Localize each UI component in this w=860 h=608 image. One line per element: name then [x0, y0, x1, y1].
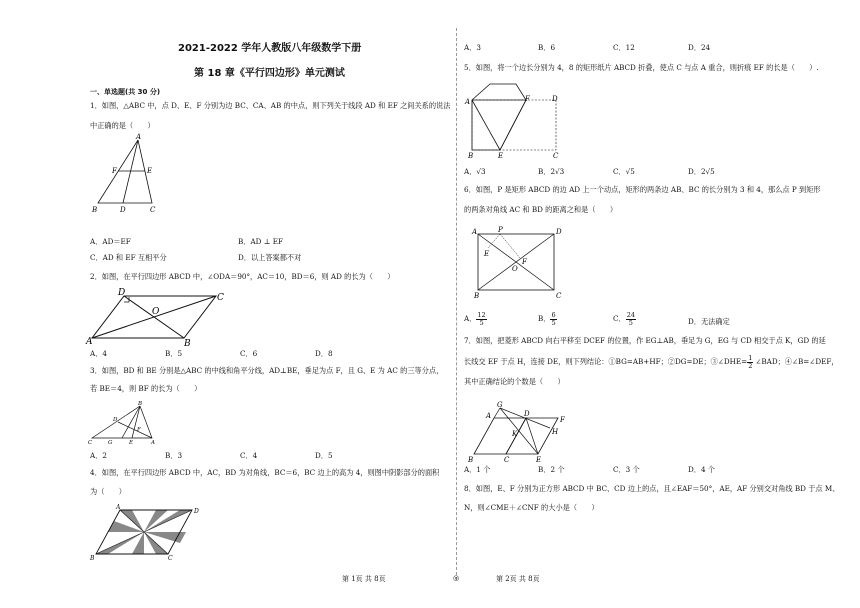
q3-label-e: E: [129, 440, 134, 446]
q7-option-c: C．3 个: [613, 465, 640, 474]
q2-line1: 2．如图，在平行四边形 ABCD 中，∠ODA＝90°，AC＝10，BD＝6，则 AD 的长为（ ）: [90, 272, 395, 281]
q1-option-d: D．以上答案都不对: [238, 253, 302, 262]
q7-option-a: A．1 个: [464, 465, 491, 474]
q7-line1: 7．如图，把菱形 ABCD 向右平移至 DCEF 的位置，作 EG⊥AB，垂足为 G，EG 与 CD 相交于点 K，GD 的延: [464, 336, 826, 345]
q5-label-a: A: [465, 98, 471, 106]
q1-label-e: E: [147, 167, 153, 175]
q5-option-d: D．2√5: [688, 167, 715, 176]
q4-label-a: A: [116, 504, 121, 511]
q3-option-c: C．4: [240, 451, 258, 460]
q6-line2: 的两条对角线 AC 和 BD 的距离之和是（ ）: [464, 205, 618, 214]
q6-option-d: D．无法确定: [688, 317, 730, 326]
q4-option-a: A．3: [464, 43, 481, 52]
q3-label-g: G: [108, 440, 113, 446]
q1-triangle-figure: [90, 135, 170, 215]
q1-label-d: D: [120, 206, 126, 214]
q3-triangle-figure: [88, 400, 158, 445]
q1-option-b: B．AD ⊥ EF: [238, 237, 283, 246]
q5-label-f: F: [525, 95, 530, 103]
q3-label-f: F: [137, 427, 141, 433]
q2-label-d: D: [118, 288, 126, 298]
q6-rectangle-figure: [470, 226, 560, 298]
q8-line2: N，则∠CME＋∠CNF 的大小是（ ）: [464, 503, 599, 512]
q5-option-c: C．√5: [613, 167, 635, 176]
q5-option-a: A．√3: [464, 167, 486, 176]
q3-label-c: C: [88, 440, 93, 446]
footer-page-right: 第 2页 共 8页: [496, 575, 540, 583]
q2-label-b: B: [184, 339, 191, 349]
q1-line2: 中正确的是（ ）: [90, 121, 155, 130]
q7-line3: 其中正确结论的个数是（ ）: [464, 377, 565, 386]
q7-line2: 长线交 EF 于点 H，连接 DE，则下列结论：①BG=AB+HF；②DG=DE；③∠DHE= $\frac{1}{2}$ ∠BAD；④∠B=∠DEF，: [464, 354, 839, 370]
q6-option-c: C． $\frac{24}{5}$: [613, 311, 635, 327]
q7-label-g: G: [497, 401, 503, 409]
q4-label-b: B: [90, 555, 95, 562]
q6-label-p: P: [498, 226, 503, 234]
q4-option-c: C．12: [613, 43, 635, 52]
q1-option-c: C．AD 和 EF 互相平分: [90, 253, 167, 262]
right-page: [458, 0, 860, 608]
q7-option-b: B．2 个: [538, 465, 565, 474]
q6-label-b: B: [474, 292, 480, 300]
q2-option-b: B．5: [165, 349, 183, 358]
q6-label-d: D: [556, 228, 562, 236]
q1-line1: 1．如图，△ABC 中，点 D、E、F 分别为边 BC、CA、AB 的中点，则下列关于线段 AD 和 EF 之间关系的说法: [90, 101, 451, 110]
q2-label-a: A: [86, 337, 93, 347]
q1-label-c: C: [150, 206, 156, 214]
q5-label-c: C: [553, 152, 559, 160]
q3-label-b: B: [138, 401, 143, 407]
q1-label-b: B: [92, 206, 98, 214]
q7-label-h: H: [552, 428, 559, 436]
q6-option-b: B． $\frac{6}{5}$: [538, 311, 556, 327]
column-divider: [456, 28, 457, 580]
q5-line1: 5．如图，将一个边长分别为 4，8 的矩形纸片 ABCD 折叠，使点 C 与点 A 重合，则折痕 EF 的长是（ ）.: [464, 63, 819, 72]
q4-label-c: C: [168, 555, 173, 562]
q7-label-d: D: [524, 410, 530, 418]
section-heading: 一、单选题(共 30 分): [90, 88, 161, 96]
q3-line2: 若 BE＝4，则 BF 的长为（ ）: [90, 384, 202, 393]
q3-option-d: D．5: [315, 451, 333, 460]
q5-label-b: B: [468, 152, 474, 160]
title-line2: 第 18 章《平行四边形》单元测试: [194, 68, 345, 79]
q2-option-d: D．8: [315, 349, 333, 358]
q6-label-c: C: [556, 292, 562, 300]
q8-line1: 8．如图，E、F 分别为正方形 ABCD 中 BC、CD 边上的点，且∠EAF＝50°，AE，AF 分别交对角线 BD 于点 M、: [464, 484, 840, 493]
q7-label-b: B: [468, 456, 474, 464]
q2-option-a: A．4: [90, 349, 107, 358]
q5-option-b: B．2√3: [538, 167, 565, 176]
q7-label-f: F: [560, 416, 565, 424]
q5-label-d: D: [552, 95, 558, 103]
q7-rhombus-figure: [464, 396, 584, 466]
q4-option-b: B．6: [538, 43, 556, 52]
q7-label-a: A: [486, 412, 492, 420]
q4-shaded-parallelogram-figure: [88, 502, 208, 562]
q6-option-a: A． $\frac{12}{5}$: [464, 311, 486, 327]
q1-label-a: A: [136, 133, 142, 141]
footer-page-left: 第 1页 共 8页: [342, 575, 386, 583]
q2-label-o: O: [152, 307, 160, 317]
q3-option-a: A．2: [90, 451, 107, 460]
q4-line2: 为（ ）: [90, 487, 126, 496]
q5-label-e: E: [498, 152, 504, 160]
q7-label-c: C: [504, 456, 510, 464]
q7-label-e: E: [536, 456, 542, 464]
q6-label-a: A: [472, 228, 478, 236]
q1-option-a: A．AD＝EF: [90, 237, 131, 246]
q2-parallelogram-figure: [86, 288, 228, 349]
q1-label-f: F: [112, 167, 117, 175]
q6-label-f: F: [522, 258, 527, 266]
q3-label-a: A: [151, 440, 155, 446]
footer-center-mark: ◎: [453, 574, 460, 582]
q3-option-b: B．3: [165, 451, 183, 460]
q3-line1: 3．如图，BD 和 BE 分别是△ABC 的中线和角平分线，AD⊥BE，垂足为点 F，且 G、E 为 AC 的三等分点，: [90, 366, 444, 375]
q3-label-d: D: [113, 417, 118, 423]
q5-folded-rectangle-figure: [464, 80, 564, 160]
title-line1: 2021-2022 学年人教版八年级数学下册: [178, 43, 362, 54]
q2-option-c: C．6: [240, 349, 258, 358]
q7-label-k: K: [512, 430, 518, 438]
q6-label-o: O: [512, 265, 518, 273]
q4-line1: 4．如图，在平行四边形 ABCD 中，AC，BD 为对角线，BC＝6，BC 边上的高为 4，则图中阴影部分的面积: [90, 468, 440, 477]
q2-label-c: C: [217, 293, 224, 303]
q4-option-d: D．24: [688, 43, 711, 52]
q6-label-e: E: [484, 250, 490, 258]
q7-option-d: D．4 个: [688, 465, 715, 474]
q6-line1: 6．如图，P 是矩形 ABCD 的边 AD 上一个动点，矩形的两条边 AB、BC 的长分别为 3 和 4，那么点 P 到矩形: [464, 185, 821, 194]
q4-label-d: D: [194, 508, 199, 515]
